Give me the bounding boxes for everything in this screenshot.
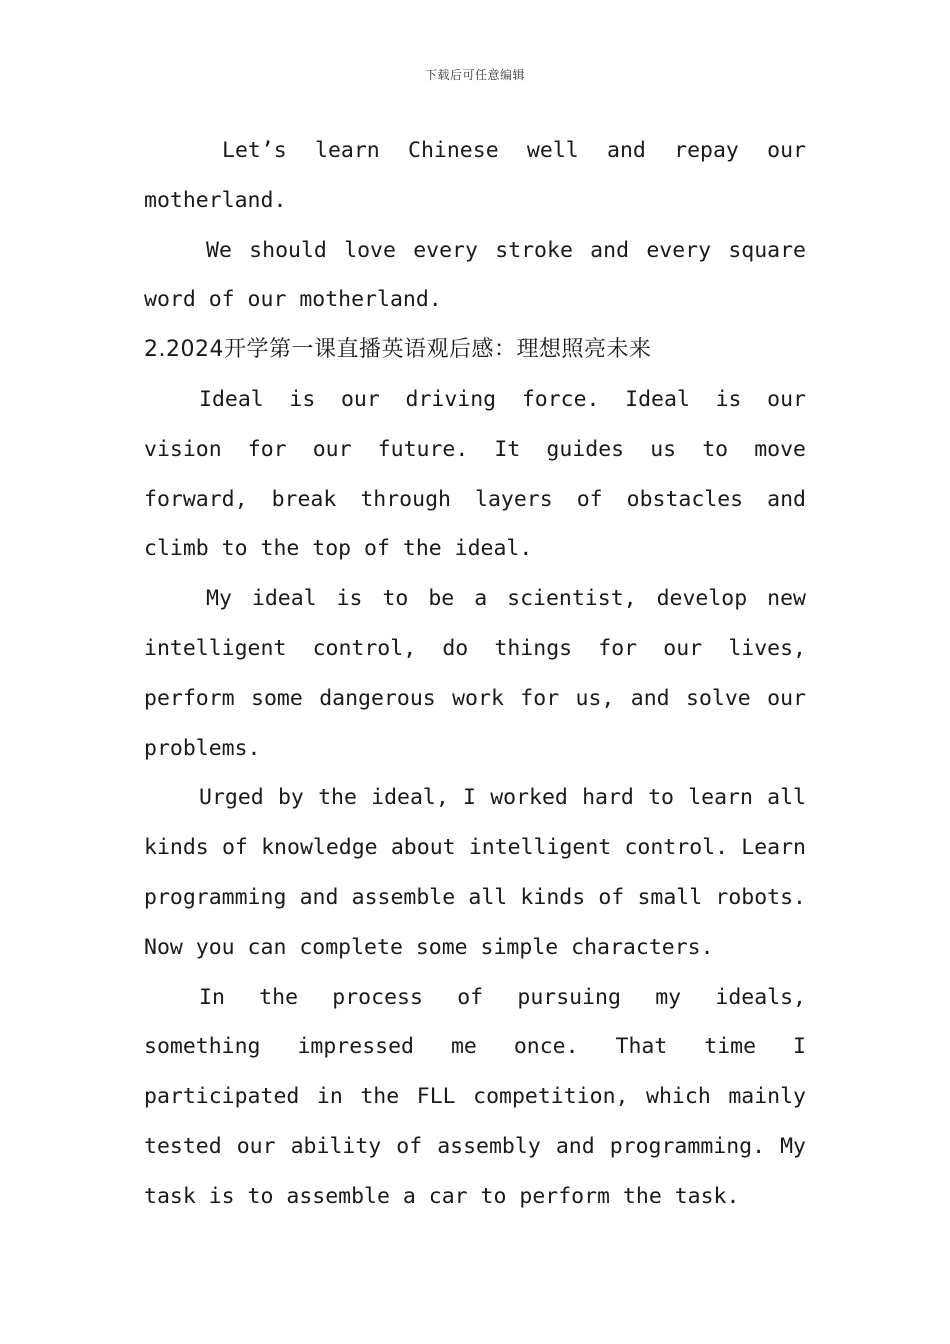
paragraph-learn-chinese: Let’s learn Chinese well and repay our motherland. [144, 138, 806, 213]
paragraph-fll-competition: In the process of pursuing my ideals, something impressed me once. That time I participated in the FLL competition, which mainly tested our ability of assembly and programming. My task is to assemble a car to perform the task. [144, 984, 806, 1209]
paragraph-ideal-driving-force: Ideal is our driving force. Ideal is our vision for our future. It guides us to move forward, break through layers of obstacles and climb to the top of the ideal. [144, 386, 806, 562]
paragraph-my-ideal: My ideal is to be a scientist, develop new intelligent control, do things for our lives, perform some dangerous work for us, and solve our problems. [144, 586, 806, 761]
document-body [144, 126, 806, 1222]
paragraph-urged-by-ideal: Urged by the ideal, I worked hard to learn all kinds of knowledge about intelligent control. Learn programming and assemble all kinds of small robots. Now you can complete some simple characters. [144, 785, 806, 960]
section-heading: 2.2024开学第一课直播英语观后感：理想照亮未来 [144, 337, 652, 363]
header-note: 下载后可任意编辑 [424, 68, 525, 82]
paragraph-love-words: We should love every stroke and every square word of our motherland. [144, 237, 806, 313]
